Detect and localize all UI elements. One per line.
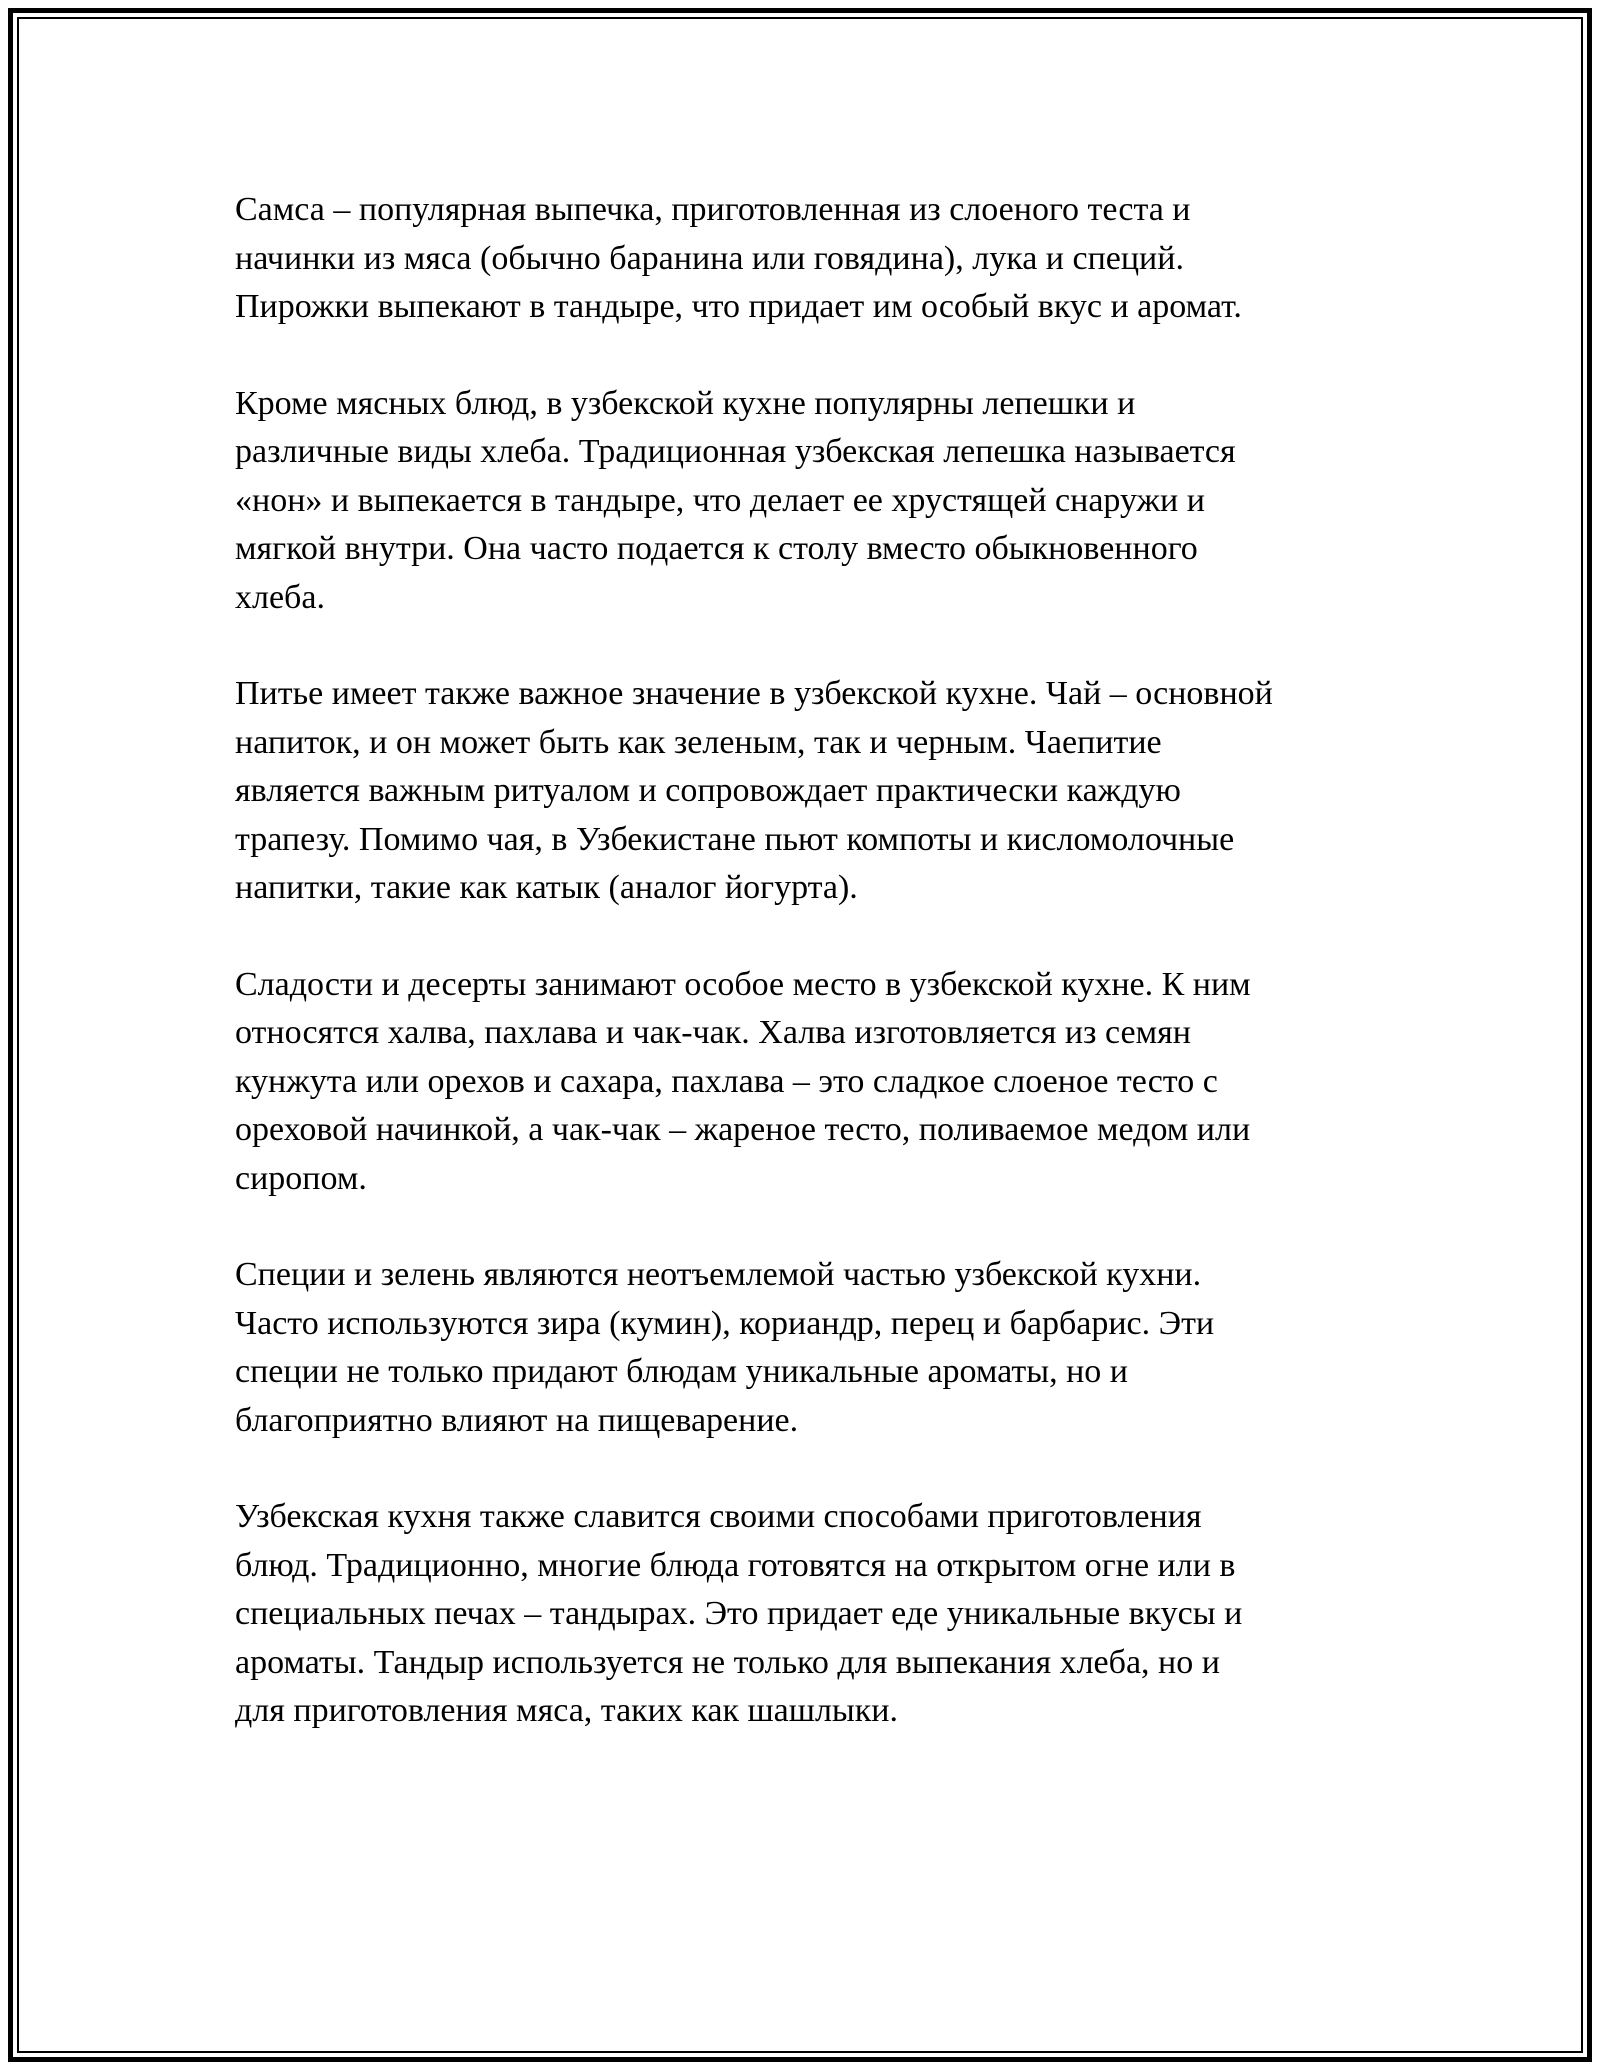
text-line: благоприятно влияют на пищеварение. — [235, 1401, 799, 1439]
text-line: специи не только придают блюдам уникальные ароматы, но и — [235, 1353, 1128, 1390]
text-line: ароматы. Тандыр используется не только для выпекания хлеба, но и — [235, 1643, 1220, 1681]
paragraph-spices — [235, 1251, 1385, 1445]
text-line: трапезу. Помимо чая, в Узбекистане пьют компоты и кисломолочные — [235, 820, 1235, 858]
text-line: для приготовления мяса, таких как шашлыки. — [235, 1692, 898, 1729]
text-line: различные виды хлеба. Традиционная узбекская лепешка называется — [235, 433, 1236, 470]
paragraph-bread — [235, 380, 1385, 623]
text-line: Самса – популярная выпечка, приготовленная из слоеного теста и — [235, 191, 1191, 228]
text-line: сиропом. — [235, 1159, 367, 1197]
text-line: Сладости и десерты занимают особое место в узбекской кухне. К ним — [235, 965, 1251, 1003]
text-line: напиток, и он может быть как зеленым, так и черным. Чаепитие — [235, 723, 1162, 761]
text-line: напитки, такие как катык (аналог йогурта). — [235, 869, 858, 906]
text-line: хлеба. — [235, 578, 325, 616]
text-line: начинки из мяса (обычно баранина или говядина), лука и специй. — [235, 239, 1184, 277]
text-line: мягкой внутри. Она часто подается к столу вместо обыкновенного — [235, 530, 1198, 567]
text-line: является важным ритуалом и сопровождает практически каждую — [235, 772, 1181, 809]
text-line: «нон» и выпекается в тандыре, что делает ее хрустящей снаружи и — [235, 481, 1205, 519]
document-body — [235, 186, 1385, 1784]
text-line: кунжута или орехов и сахара, пахлава – это сладкое слоеное тесто с — [235, 1062, 1218, 1100]
text-line: ореховой начинкой, а чак-чак – жареное тесто, поливаемое медом или — [235, 1111, 1251, 1148]
text-line: Кроме мясных блюд, в узбекской кухне популярны лепешки и — [235, 384, 1136, 422]
text-line: блюд. Традиционно, многие блюда готовятся на открытом огне или в — [235, 1546, 1236, 1584]
text-line: Питье имеет также важное значение в узбекской кухне. Чай – основной — [235, 675, 1273, 712]
text-line: Специи и зелень являются неотъемлемой частью узбекской кухни. — [235, 1256, 1202, 1293]
paragraph-drinks — [235, 670, 1385, 913]
text-line: Часто используются зира (кумин), кориандр, перец и барбарис. Эти — [235, 1304, 1215, 1342]
paragraph-samsa — [235, 186, 1385, 332]
text-line: Пирожки выпекают в тандыре, что придает им особый вкус и аромат. — [235, 288, 1242, 325]
text-line: относятся халва, пахлава и чак-чак. Халва изготовляется из семян — [235, 1014, 1191, 1051]
text-line: Узбекская кухня также славится своими способами приготовления — [235, 1498, 1202, 1535]
paragraph-sweets — [235, 961, 1385, 1204]
text-line: специальных печах – тандырах. Это придает еде уникальные вкусы и — [235, 1595, 1243, 1632]
paragraph-cooking-methods — [235, 1493, 1385, 1736]
